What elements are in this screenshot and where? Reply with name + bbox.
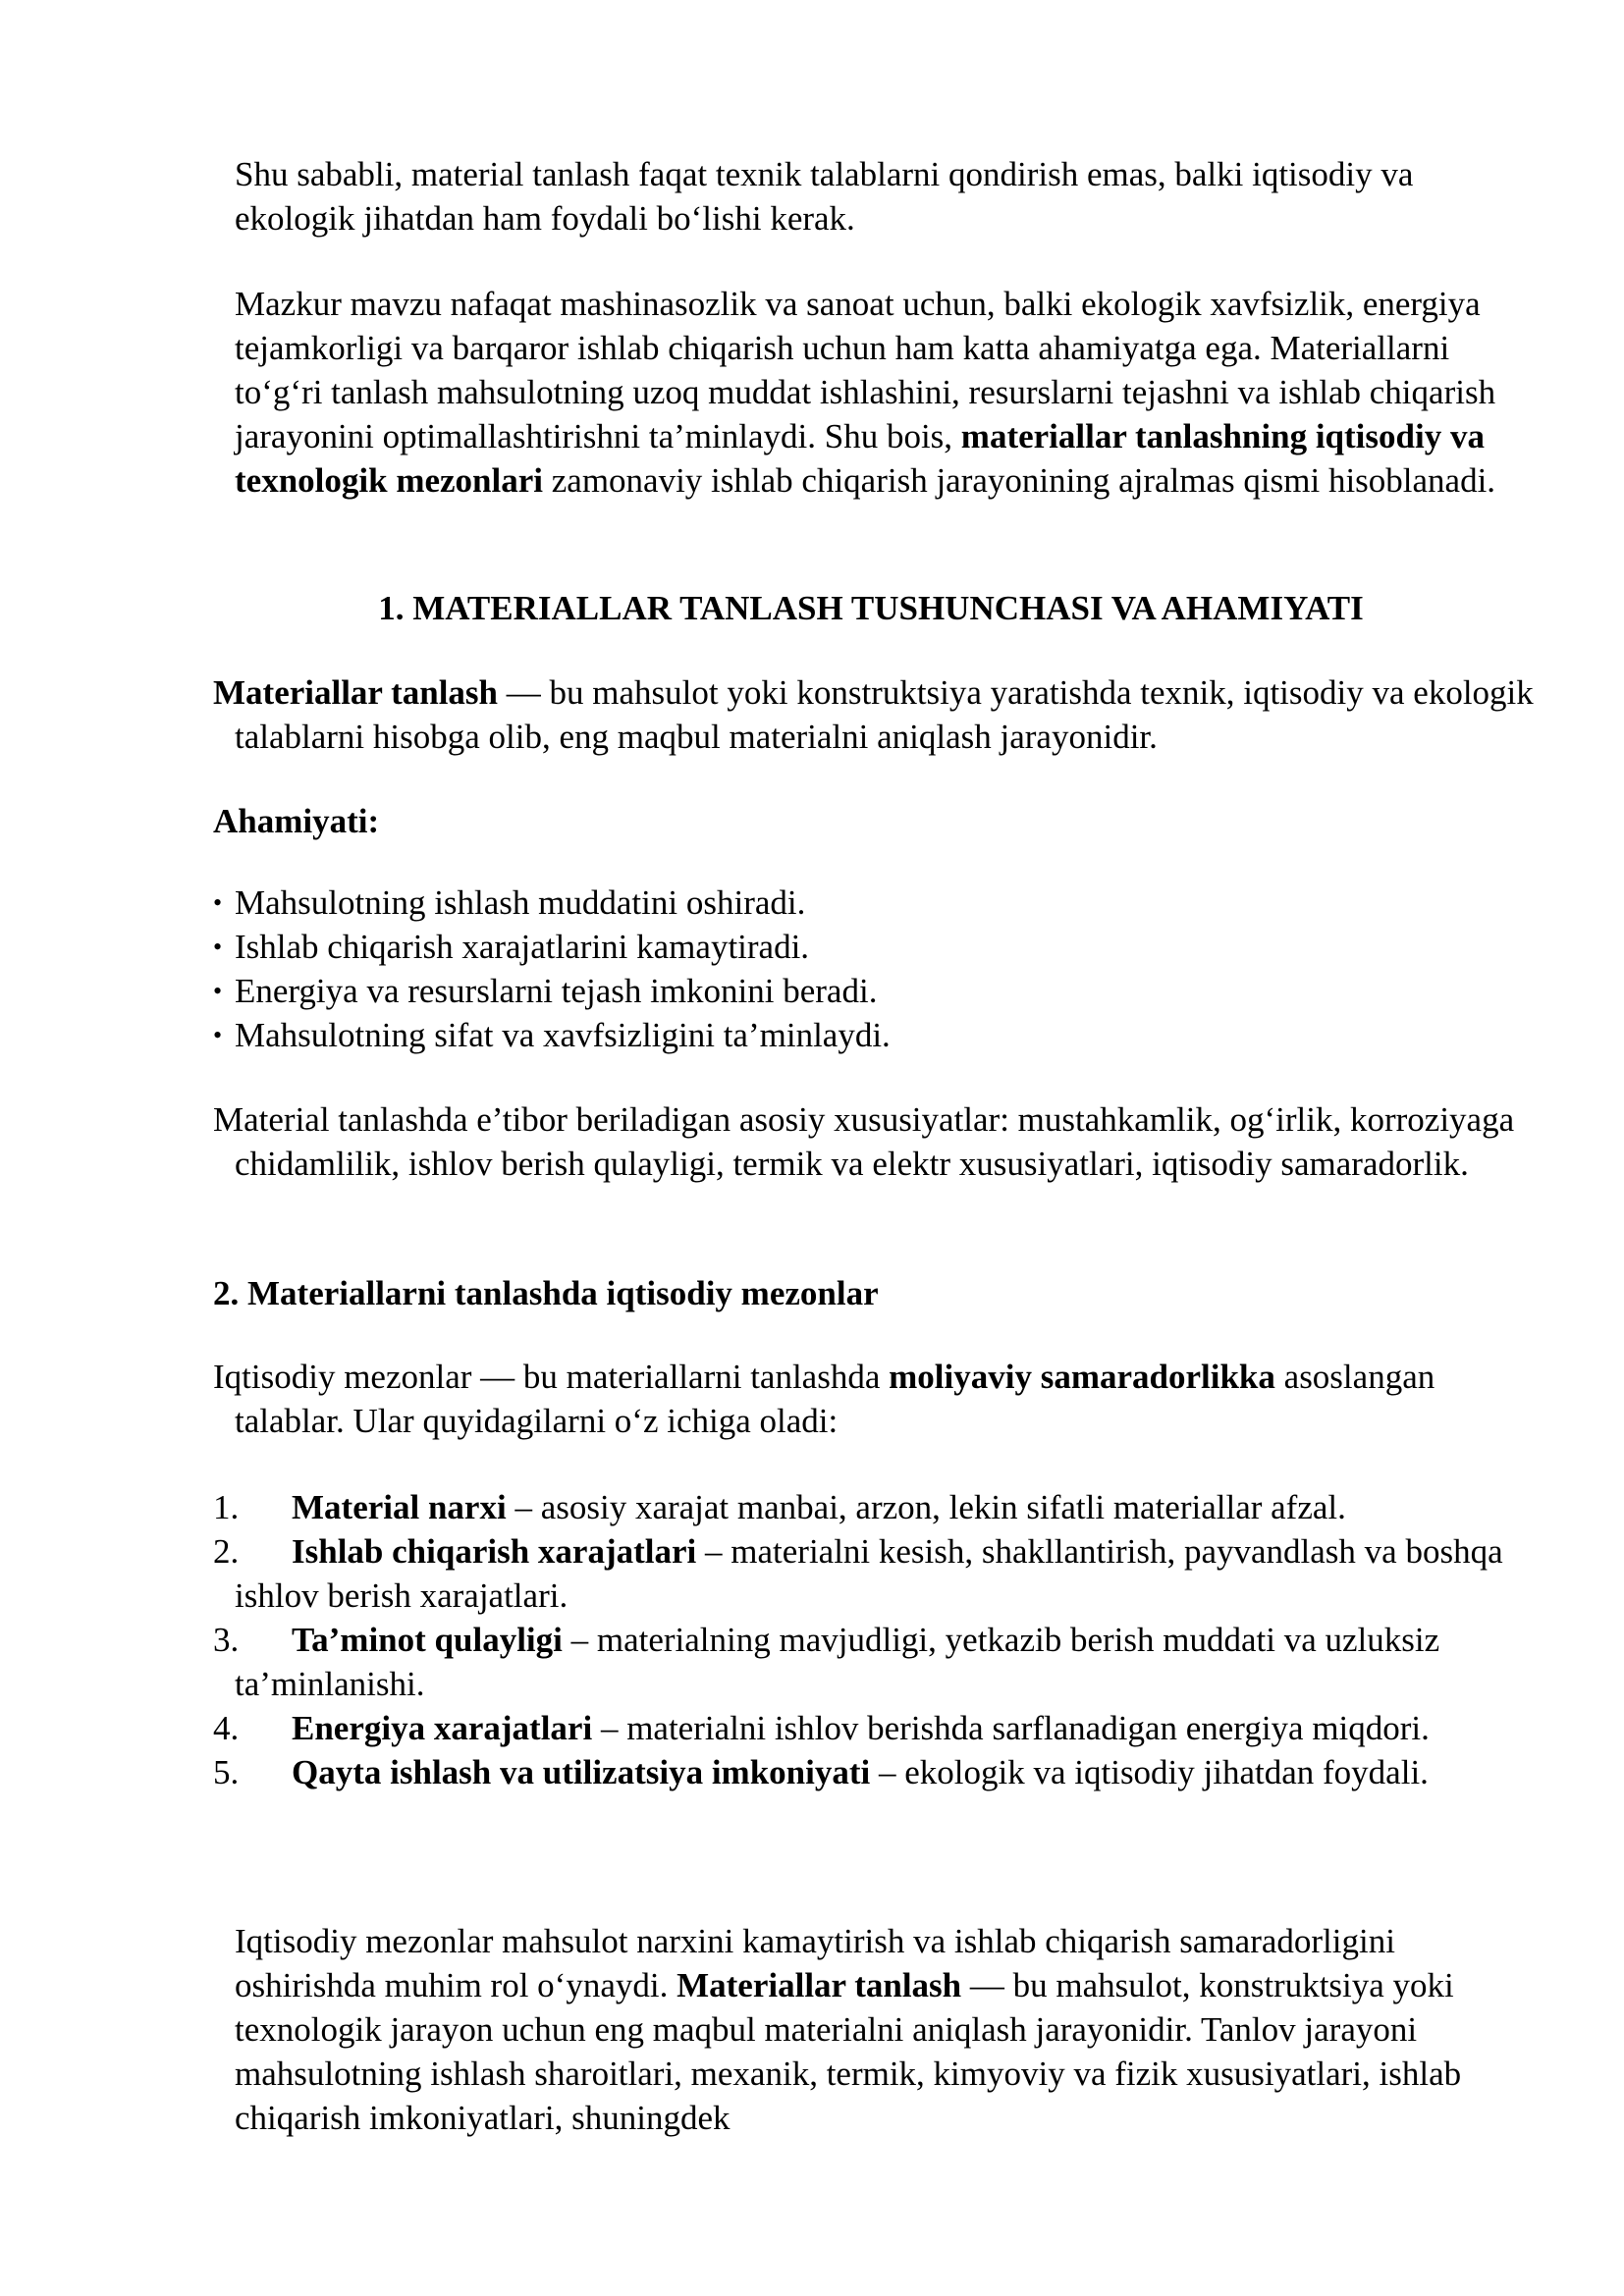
list-item-term: Qayta ishlash va utilizatsiya imkoniyati [292, 1753, 871, 1791]
economic-criteria-list [213, 1485, 1529, 1794]
section-1-heading: 1. MATERIALLAR TANLASH TUSHUNCHASI VA AHAMIYATI [378, 589, 1364, 627]
bullet-icon: • [213, 933, 223, 961]
properties-paragraph: Material tanlashda e’tibor beriladigan asosiy xususiyatlar: mustahkamlik, og‘irlik, korroziyaga chidamlilik, ishlov berish qulayligi, termik va elektr xususiyatlari, iqtisodiy samaradorlik. [213, 1100, 1515, 1183]
list-item [213, 1529, 1529, 1618]
list-item-number: 3. [213, 1621, 240, 1659]
list-item-number: 2. [213, 1532, 240, 1571]
list-item [213, 969, 1529, 1013]
list-item [213, 881, 1529, 925]
closing-bold: Materiallar tanlash [677, 1966, 962, 2004]
section-2-intro [213, 1355, 1550, 1443]
list-item [213, 925, 1529, 969]
importance-list [213, 881, 1529, 1057]
list-item [213, 1013, 1529, 1057]
bullet-icon: • [213, 888, 223, 917]
intro-paragraph-2-text-a: Mazkur mavzu nafaqat mashinasozlik va sanoat uchun, balki ekologik xavfsizlik, energiya tejamkorligi va barqaror ishlab chiqarish uchun ham katta ahamiyatga ega. Materiallarni to‘g‘ri tanlash mahsulotning uzoq muddat ishlashini, resurslarni tejashni va ishlab chiqarish jarayonini optimallashtirishni ta’minlaydi. Shu bois, [235, 285, 1496, 455]
list-item-text: Mahsulotning sifat va xavfsizligini ta’minlaydi. [235, 1016, 891, 1054]
list-item-text: Mahsulotning ishlash muddatini oshiradi. [235, 883, 806, 922]
list-item-desc: – materialni ishlov berishda sarflanadigan energiya miqdori. [592, 1709, 1430, 1747]
list-item-term: Material narxi [292, 1488, 507, 1526]
definition-term: Materiallar tanlash [213, 673, 499, 712]
list-item-desc: – asosiy xarajat manbai, arzon, lekin sifatli materiallar afzal. [506, 1488, 1346, 1526]
section-2-intro-text-b: asoslangan talablar. Ular quyidagilarni o‘z ichiga oladi: [235, 1358, 1435, 1440]
intro-paragraph-2-bold: materiallar tanlashning iqtisodiy va texnologik mezonlari [235, 417, 1485, 500]
closing-text-b: — bu mahsulot, konstruktsiya yoki texnologik jarayon uchun eng maqbul materialni aniqlash jarayonidir. Tanlov jarayoni mahsulotning ishlash sharoitlari, mexanik, termik, kimyoviy va fizik xususiyatlari, ishlab chiqarish imkoniyatlari, shuningdek [235, 1966, 1462, 2137]
closing-paragraph [235, 1919, 1531, 2140]
list-item [213, 1618, 1529, 1706]
list-item-desc: – materialning mavjudligi, yetkazib berish muddati va uzluksiz ta’minlanishi. [235, 1621, 1440, 1703]
section-2-intro-bold: moliyaviy samaradorlikka [889, 1358, 1275, 1396]
list-item [213, 1750, 1529, 1794]
list-item-number: 5. [213, 1753, 240, 1791]
list-item-text: Energiya va resurslarni tejash imkonini beradi. [235, 972, 878, 1010]
list-item-term: Energiya xarajatlari [292, 1709, 593, 1747]
bullet-icon: • [213, 1021, 223, 1049]
list-item-number: 1. [213, 1488, 240, 1526]
list-item-term: Ta’minot qulayligi [292, 1621, 563, 1659]
importance-label: Ahamiyati: [213, 802, 380, 840]
intro-paragraph-1-text: Shu sababli, material tanlash faqat texnik talablarni qondirish emas, balki iqtisodiy va ekologik jihatdan ham foydali bo‘lishi kerak. [235, 155, 1414, 238]
list-item-text: Ishlab chiqarish xarajatlarini kamaytiradi. [235, 928, 810, 966]
list-item-desc: – ekologik va iqtisodiy jihatdan foydali. [870, 1753, 1429, 1791]
section-2-intro-text-a: Iqtisodiy mezonlar — bu materiallarni tanlashda [213, 1358, 890, 1396]
list-item-desc: – materialni kesish, shakllantirish, payvandlash va boshqa ishlov berish xarajatlari. [235, 1532, 1503, 1615]
bullet-icon: • [213, 977, 223, 1005]
list-item [213, 1485, 1529, 1529]
closing-text-a: Iqtisodiy mezonlar mahsulot narxini kamaytirish va ishlab chiqarish samaradorligini oshirishda muhim rol o‘ynaydi. [235, 1922, 1395, 2004]
section-2-heading: 2. Materiallarni tanlashda iqtisodiy mezonlar [213, 1274, 879, 1312]
intro-paragraph-2-text-b: zamonaviy ishlab chiqarish jarayonining ajralmas qismi hisoblanadi. [543, 461, 1496, 500]
section-1-definition [213, 670, 1550, 759]
list-item-number: 4. [213, 1709, 240, 1747]
list-item-term: Ishlab chiqarish xarajatlari [292, 1532, 697, 1571]
list-item [213, 1706, 1529, 1750]
definition-text: — bu mahsulot yoki konstruktsiya yaratishda texnik, iqtisodiy va ekologik talablarni hisobga olib, eng maqbul materialni aniqlash jarayonidir. [235, 673, 1534, 756]
intro-paragraph-2 [235, 282, 1531, 503]
intro-paragraph-1 [235, 152, 1531, 240]
